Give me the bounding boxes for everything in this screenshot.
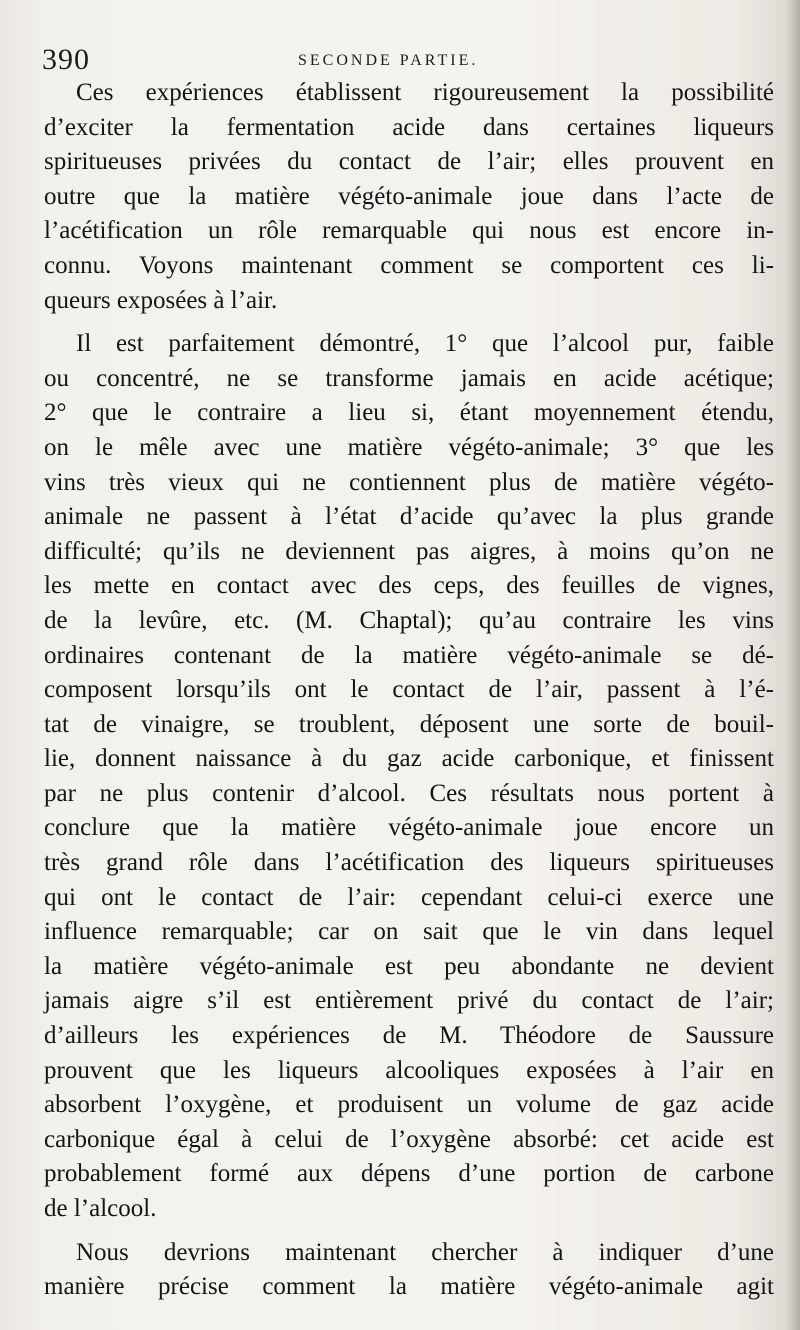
text-line: difficulté; qu’ils ne deviennent pas aigres, à moins qu’on ne <box>44 537 774 565</box>
text-line: conclure que la matière végéto-animale joue encore un <box>44 814 774 842</box>
text-line: ordinaires contenant de la matière végéto-animale se dé- <box>44 641 774 669</box>
page-number: 390 <box>42 43 90 76</box>
paragraph-1 <box>44 76 774 318</box>
page-header <box>42 40 742 80</box>
text-line: l’acétification un rôle remarquable qui nous est encore in- <box>44 217 774 245</box>
text-line: d’ailleurs les expériences de M. Théodore de Saussure <box>44 1022 774 1050</box>
text-line: absorbent l’oxygène, et produisent un volume de gaz acide <box>44 1091 774 1119</box>
text-line: très grand rôle dans l’acétification des liqueurs spiritueuses <box>44 849 774 877</box>
text-line: Ces expériences établissent rigoureusement la possibilité <box>76 79 774 106</box>
text-line: ou concentré, ne se transforme jamais en acide acétique; <box>44 364 774 392</box>
text-line: Il est parfaitement démontré, 1° que l’alcool pur, faible <box>76 330 774 358</box>
text-line: de la levûre, etc. (M. Chaptal); qu’au contraire les vins <box>44 606 774 634</box>
text-line: jamais aigre s’il est entièrement privé du contact de l’air; <box>44 987 774 1015</box>
text-line: la matière végéto-animale est peu abondante ne devient <box>44 952 774 980</box>
text-line: de l’alcool. <box>44 1195 157 1222</box>
text-line: Nous devrions maintenant chercher à indiquer d’une <box>76 1238 774 1266</box>
text-line: prouvent que les liqueurs alcooliques exposées à l’air en <box>44 1056 774 1084</box>
body-text <box>44 76 774 1305</box>
text-line: composent lorsqu’ils ont le contact de l’air, passent à l’é- <box>44 676 774 704</box>
page-edge-shadow <box>786 0 800 1330</box>
text-line: animale ne passent à l’état d’acide qu’avec la plus grande <box>44 503 774 531</box>
text-line: lie, donnent naissance à du gaz acide carbonique, et finissent <box>44 745 774 773</box>
text-line: vins très vieux qui ne contiennent plus de matière végéto- <box>44 468 774 496</box>
text-line: connu. Voyons maintenant comment se comportent ces li- <box>44 251 774 279</box>
text-line: spiritueuses privées du contact de l’air; elles prouvent en <box>44 148 774 176</box>
text-line: carbonique égal à celui de l’oxygène absorbé: cet acide est <box>44 1125 774 1153</box>
text-line: queurs exposées à l’air. <box>44 286 278 314</box>
text-line: qui ont le contact de l’air: cependant celui-ci exerce une <box>44 883 774 911</box>
paragraph-2 <box>44 327 774 1226</box>
text-line: les mette en contact avec des ceps, des feuilles de vignes, <box>44 572 774 600</box>
text-line: outre que la matière végéto-animale joue dans l’acte de <box>44 182 774 210</box>
text-line: par ne plus contenir d’alcool. Ces résultats nous portent à <box>44 779 774 807</box>
running-head: SECONDE PARTIE. <box>298 52 479 69</box>
text-line: d’exciter la fermentation acide dans certaines liqueurs <box>44 113 774 141</box>
text-line: 2° que le contraire a lieu si, étant moyennement étendu, <box>44 399 774 427</box>
text-line: manière précise comment la matière végéto-animale agit <box>44 1273 774 1301</box>
text-line: probablement formé aux dépens d’une portion de carbone <box>44 1160 774 1188</box>
text-line: on le mêle avec une matière végéto-animale; 3° que les <box>44 433 774 461</box>
paragraph-3 <box>44 1236 774 1305</box>
text-line: tat de vinaigre, se troublent, déposent une sorte de bouil- <box>44 710 774 738</box>
text-line: influence remarquable; car on sait que le vin dans lequel <box>44 918 774 946</box>
